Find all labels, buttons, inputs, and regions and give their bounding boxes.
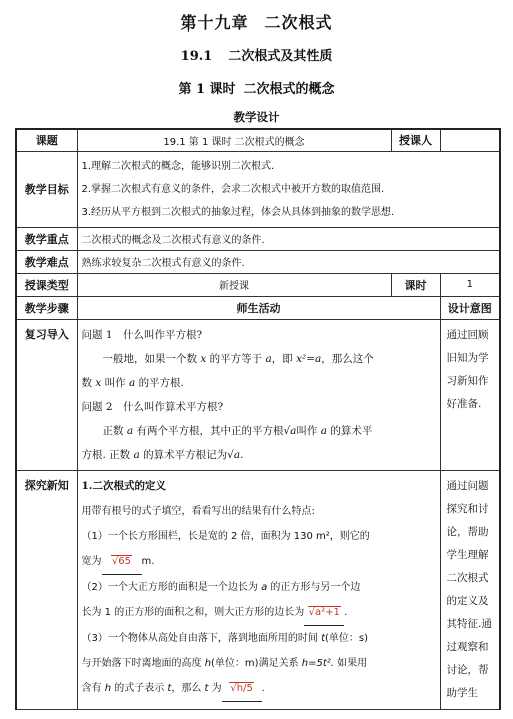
text-run: 与开始落下时离地面的高度	[81, 657, 202, 669]
review-question-1: 问题 1 什么叫作平方根?	[81, 328, 203, 341]
explore-content	[77, 470, 440, 709]
variable-a: a	[133, 448, 140, 461]
text-run: 叫作	[104, 376, 126, 389]
text-run: .	[344, 606, 348, 618]
example-3-line-2	[82, 651, 436, 676]
text-run: 叫作	[296, 424, 318, 437]
goal-item: 1.理解二次根式的概念，能够识别二次根式.	[81, 160, 275, 172]
variable-a: a	[261, 581, 268, 593]
key-row	[16, 227, 500, 250]
text-run: ，即	[271, 352, 293, 365]
chapter-title	[0, 10, 513, 33]
text-run: 方根. 正数	[81, 448, 131, 461]
review-label: 复习导入	[16, 319, 77, 470]
answer-1: √65	[111, 555, 132, 567]
lesson-number: 第 1 课时	[178, 82, 236, 97]
hours-value: 1	[440, 273, 500, 296]
text-run: 长为 1 的正方形的面积之和，则大正方形的边长为	[81, 606, 305, 618]
example-1-line-2	[82, 549, 436, 575]
difficulty-value: 熟练求较复杂二次根式有意义的条件.	[77, 250, 500, 273]
review-row	[16, 319, 500, 470]
text-run: 的正方形与另一个边	[270, 581, 361, 593]
type-row	[16, 273, 500, 296]
sqrt-a: √a	[227, 448, 241, 461]
variable-x: x	[200, 352, 207, 365]
text-run: 的平方根.	[138, 376, 184, 389]
text-run: m.	[141, 555, 155, 567]
course-row	[16, 129, 500, 151]
sqrt-a: √a	[283, 424, 297, 437]
text-run: ，那么这个	[321, 352, 374, 365]
teacher-label: 授课人	[391, 129, 440, 151]
text-run: (单位：s)	[324, 632, 368, 644]
goal-item: 2.掌握二次根式有意义的条件，会求二次根式中被开方数的取值范围.	[81, 183, 385, 195]
lesson-plan-table	[15, 128, 501, 710]
text-run: （2）一个大正方形的面积是一个边长为	[81, 581, 258, 593]
variable-t: t	[204, 682, 209, 694]
intent-header: 设计意图	[440, 296, 500, 319]
text-run: 为	[211, 682, 222, 694]
explore-row	[16, 470, 500, 709]
variable-a: a	[126, 424, 134, 437]
header-row	[16, 296, 500, 319]
variable-h: h	[104, 682, 112, 694]
chapter-number: 第十九章	[180, 13, 249, 32]
section-name: 二次根式及其性质	[228, 49, 333, 64]
variable-a: a	[320, 424, 328, 437]
difficulty-row	[16, 250, 500, 273]
text-run: 如果用	[337, 657, 368, 669]
key-label: 教学重点	[16, 227, 77, 250]
review-intent: 通过回顾旧知为学习新知作好准备.	[440, 319, 500, 470]
text-run: 宽为	[81, 555, 102, 567]
text-run: 的平方等于	[209, 352, 263, 365]
design-label: 教学设计	[233, 110, 280, 124]
text-run: .	[240, 448, 244, 461]
answer-3: √h/5	[230, 682, 253, 694]
type-value: 新授课	[77, 273, 391, 296]
variable-t: t	[167, 682, 172, 694]
text-run: 含有	[81, 682, 102, 694]
section-number: 19.1	[180, 49, 213, 64]
text-run: 数	[81, 376, 92, 389]
answer-blank-1	[102, 549, 142, 575]
hours-label: 课时	[391, 273, 440, 296]
variable-x: x	[95, 376, 102, 389]
text-run: 正数	[102, 424, 124, 437]
variable-a: a	[128, 376, 136, 389]
answer-blank-3	[222, 676, 262, 702]
variable-t: t	[321, 632, 325, 644]
type-label: 授课类型	[16, 273, 77, 296]
explore-label: 探究新知	[16, 470, 77, 709]
text-run: 的算术平方根记为	[143, 448, 228, 461]
text-run: 有两个平方根，其中正的平方根	[136, 424, 284, 437]
goal-item: 3.经历从平方根到二次根式的抽象过程，体会从具体到抽象的数学思想.	[81, 206, 395, 218]
text-run: 一般地，如果一个数	[102, 352, 197, 365]
text-run: 的式子表示	[114, 682, 165, 694]
activity-header: 师生活动	[77, 296, 440, 319]
answer-2: √a²+1	[308, 606, 340, 618]
variable-h: h	[204, 657, 212, 669]
equation: x²=a	[296, 352, 322, 365]
steps-header: 教学步骤	[16, 296, 77, 319]
equation: h=5t².	[301, 657, 334, 669]
course-label: 课题	[16, 129, 77, 151]
chapter-name: 二次根式	[264, 13, 333, 32]
lesson-name: 二次根式的概念	[243, 82, 335, 97]
goals-row	[16, 151, 500, 227]
example-1-line-1: （1）一个长方形围栏，长是宽的 2 倍，面积为 130 m²，则它的	[81, 530, 370, 542]
text-run: (单位：m)满足关系	[211, 657, 299, 669]
difficulty-label: 教学难点	[16, 250, 77, 273]
variable-a: a	[265, 352, 272, 365]
example-2-line-2	[82, 600, 436, 626]
review-paragraph-2-cont	[82, 443, 436, 467]
text-run: 的算术平	[330, 424, 373, 437]
text-run: （3）一个物体从高处自由落下，落到地面所用的时间	[81, 632, 318, 644]
teacher-value	[440, 129, 500, 151]
review-paragraph-2	[82, 419, 436, 443]
section-title	[0, 45, 513, 64]
explore-intent: 通过问题探究和讨论，帮助学生理解二次根式的定义及其特征.通过观察和讨论，帮助学生	[440, 470, 500, 709]
goals-label: 教学目标	[16, 151, 77, 227]
lesson-title	[0, 78, 513, 97]
example-3-line-3	[82, 676, 436, 702]
review-paragraph-1	[82, 347, 436, 371]
explore-intro: 用带有根号的式子填空，看看写出的结果有什么特点:	[81, 505, 315, 517]
key-value: 二次根式的概念及二次根式有意义的条件.	[77, 227, 500, 250]
example-2-line-1	[82, 575, 436, 600]
example-3-line-1	[82, 626, 436, 651]
text-run: ，那么	[171, 682, 202, 694]
text-run: .	[261, 682, 265, 694]
review-content	[77, 319, 440, 470]
explore-heading: 1.二次根式的定义	[81, 479, 166, 492]
goals-list	[77, 151, 500, 227]
review-paragraph-1-cont	[82, 371, 436, 395]
review-question-2: 问题 2 什么叫作算术平方根?	[81, 400, 224, 413]
course-value: 19.1 第 1 课时 二次根式的概念	[77, 129, 391, 151]
answer-blank-2	[304, 600, 344, 626]
